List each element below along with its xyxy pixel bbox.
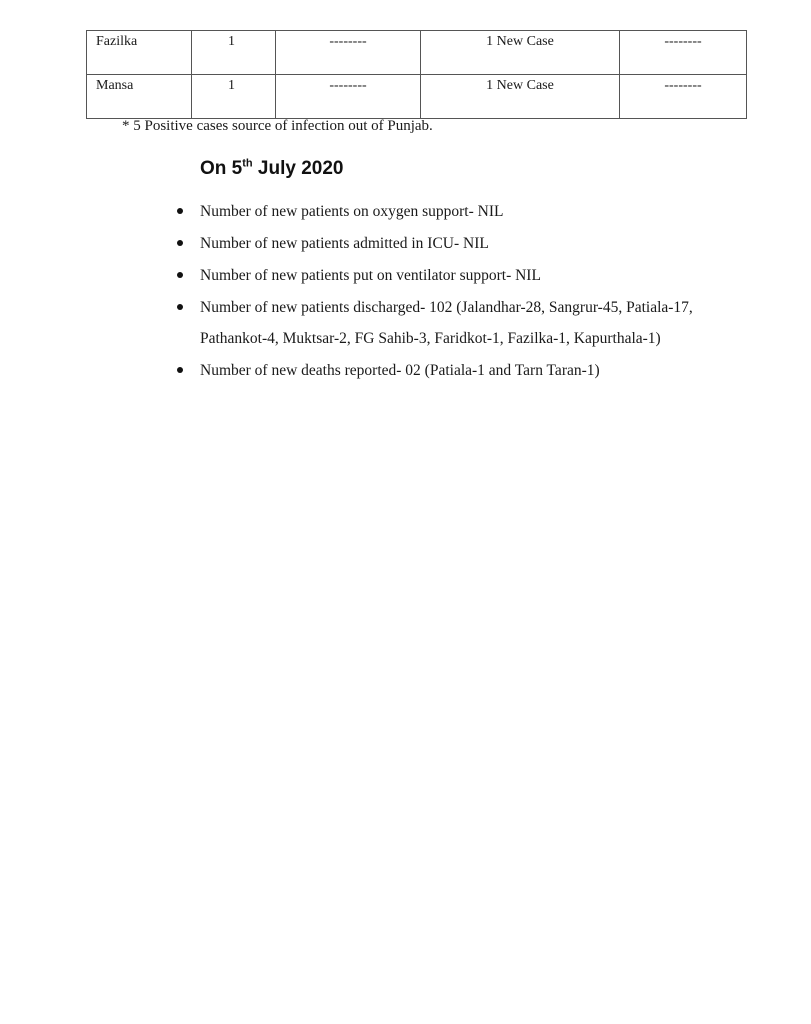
list-item-text: Number of new patients put on ventilator support- NIL: [200, 267, 541, 284]
list-item: [178, 292, 738, 354]
table-row: [87, 75, 747, 119]
bullet-list: [178, 196, 738, 387]
heading-prefix: On 5: [200, 158, 243, 179]
section-heading: [200, 157, 343, 181]
heading-suffix: July 2020: [252, 158, 344, 179]
district-cell: Mansa: [87, 75, 192, 119]
placeholder-cell: --------: [620, 31, 747, 75]
remark-cell: 1 New Case: [421, 31, 620, 75]
placeholder-cell: --------: [276, 31, 421, 75]
cases-table: [86, 30, 747, 119]
list-item: [178, 228, 738, 259]
bullet-icon: [177, 367, 183, 373]
list-item: [178, 260, 738, 291]
bullet-icon: [177, 272, 183, 278]
bullet-icon: [177, 304, 183, 310]
list-item-text: Number of new patients discharged- 102 (Jalandhar-28, Sangrur-45, Patiala-17, Pathankot-4, Muktsar-2, FG Sahib-3, Faridkot-1, Fazilka-1, Kapurthala-1): [200, 299, 693, 347]
placeholder-cell: --------: [276, 75, 421, 119]
bullet-icon: [177, 240, 183, 246]
table-row: [87, 31, 747, 75]
count-cell: 1: [192, 75, 276, 119]
list-item-text: Number of new deaths reported- 02 (Patiala-1 and Tarn Taran-1): [200, 362, 600, 379]
remark-cell: 1 New Case: [421, 75, 620, 119]
list-item-text: Number of new patients admitted in ICU- NIL: [200, 235, 489, 252]
placeholder-cell: --------: [620, 75, 747, 119]
list-item: [178, 355, 738, 386]
count-cell: 1: [192, 31, 276, 75]
list-item: [178, 196, 738, 227]
district-cell: Fazilka: [87, 31, 192, 75]
heading-ordinal-suffix: th: [242, 157, 253, 170]
footnote: * 5 Positive cases source of infection out of Punjab.: [122, 118, 433, 134]
list-item-text: Number of new patients on oxygen support- NIL: [200, 203, 504, 220]
bullet-icon: [177, 208, 183, 214]
